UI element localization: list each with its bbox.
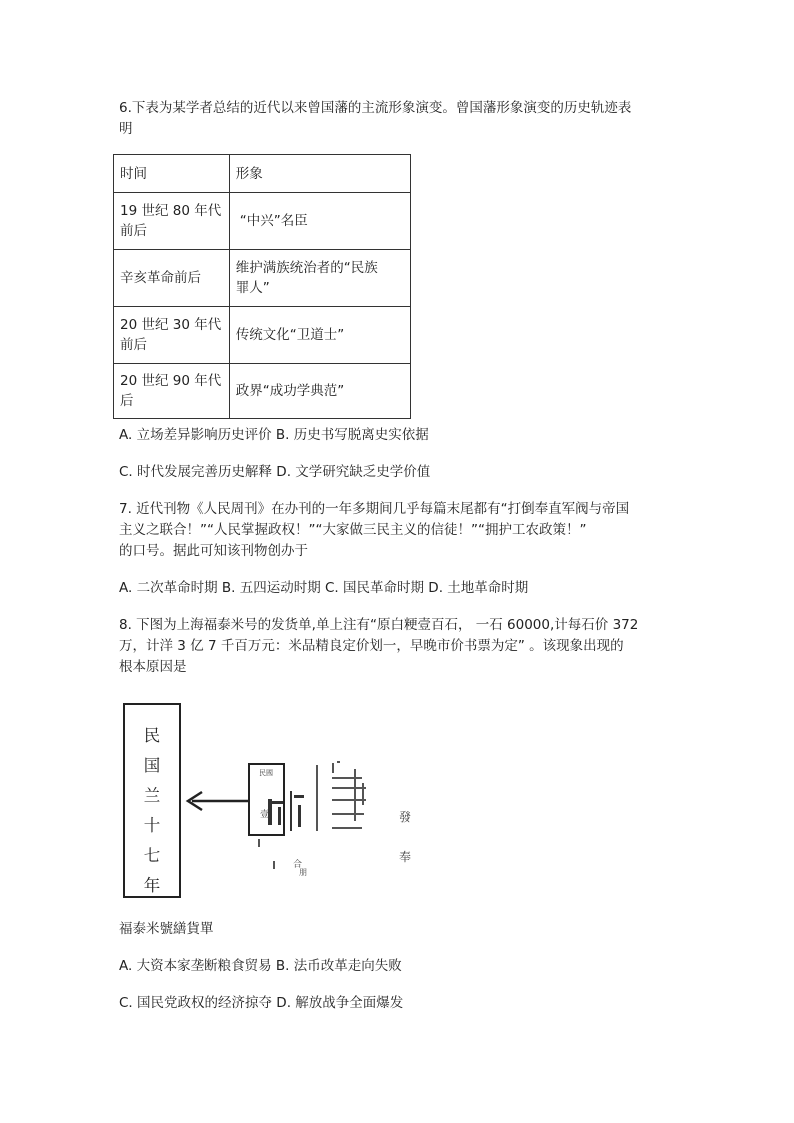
q7-stem-line2: 主义之联合！”“人民掌握政权！”“大家做三民主义的信徒！”“拥护工农政策！” xyxy=(119,522,587,538)
invoice-figure xyxy=(118,695,418,907)
table-row xyxy=(114,193,411,250)
table-cell-time: 辛亥革命前后 xyxy=(114,250,230,307)
q8-stem-line2: 万，计洋 3 亿 7 千百万元：米品精良定价划一，早晚市价书票为定” 。该现象出现的 xyxy=(119,638,624,654)
table-header-time: 时间 xyxy=(114,155,230,193)
q7-stem-line3: 的口号。据此可知该刊物创办于 xyxy=(119,543,308,559)
q6-stem-line1: 6.下表为某学者总结的近代以来曾国藩的主流形象演变。曾国藩形象演变的历史轨迹表 xyxy=(119,100,632,116)
table-cell-time: 20 世纪 30 年代 前后 xyxy=(114,307,230,364)
year-box-text: 民 国 兰 十 七 年 xyxy=(143,726,161,895)
q7-options-line1: A. 二次革命时期 B. 五四运动时期 C. 国民革命时期 D. 土地革命时期 xyxy=(119,580,529,596)
char-fa: 發 xyxy=(399,810,412,824)
table-cell-time: 20 世纪 90 年代 后 xyxy=(114,364,230,419)
char-he-sub: 朋 xyxy=(299,868,307,877)
table-row xyxy=(114,250,411,307)
q7-stem-line1: 7. 近代刊物《人民周刊》在办刊的一年多期间几乎每篇末尾都有“打倒奉直军阀与帝国 xyxy=(119,501,630,517)
table-cell-image: “中兴”名臣 xyxy=(229,193,410,250)
q8-stem-line1: 8. 下图为上海福泰米号的发货单,单上注有“原白粳壹百石， 一石 60000,计每石价 372 xyxy=(119,617,639,633)
q8-stem-line3: 根本原因是 xyxy=(119,659,187,675)
q8-options-line2: C. 国民党政权的经济掠夺 D. 解放战争全面爆发 xyxy=(119,995,404,1011)
q6-stem-line2: 明 xyxy=(119,121,133,137)
table-cell-image: 政界“成功学典范” xyxy=(229,364,410,419)
table-header-row xyxy=(114,155,411,193)
q6-table xyxy=(113,154,411,419)
q8-caption: 福泰米號繕貨單 xyxy=(119,921,214,937)
char-he: 合 xyxy=(293,860,303,870)
char-feng: 奉 xyxy=(399,850,412,864)
table-cell-image: 维护满族统治者的“民族 罪人” xyxy=(229,250,410,307)
table-cell-image: 传统文化“卫道士” xyxy=(229,307,410,364)
table-header-image: 形象 xyxy=(229,155,410,193)
q8-options-line1: A. 大资本家垄断粮食贸易 B. 法币改革走向失败 xyxy=(119,958,402,974)
stamp-char-2: 壹 xyxy=(260,810,270,820)
q6-options-line1: A. 立场差异影响历史评价 B. 历史书写脱离史实依据 xyxy=(119,427,429,443)
stamp-char-1: 民國 xyxy=(259,769,273,777)
q6-options-line2: C. 时代发展完善历史解释 D. 文学研究缺乏史学价值 xyxy=(119,464,431,480)
table-row xyxy=(114,307,411,364)
table-row xyxy=(114,364,411,419)
table-cell-time: 19 世纪 80 年代 前后 xyxy=(114,193,230,250)
